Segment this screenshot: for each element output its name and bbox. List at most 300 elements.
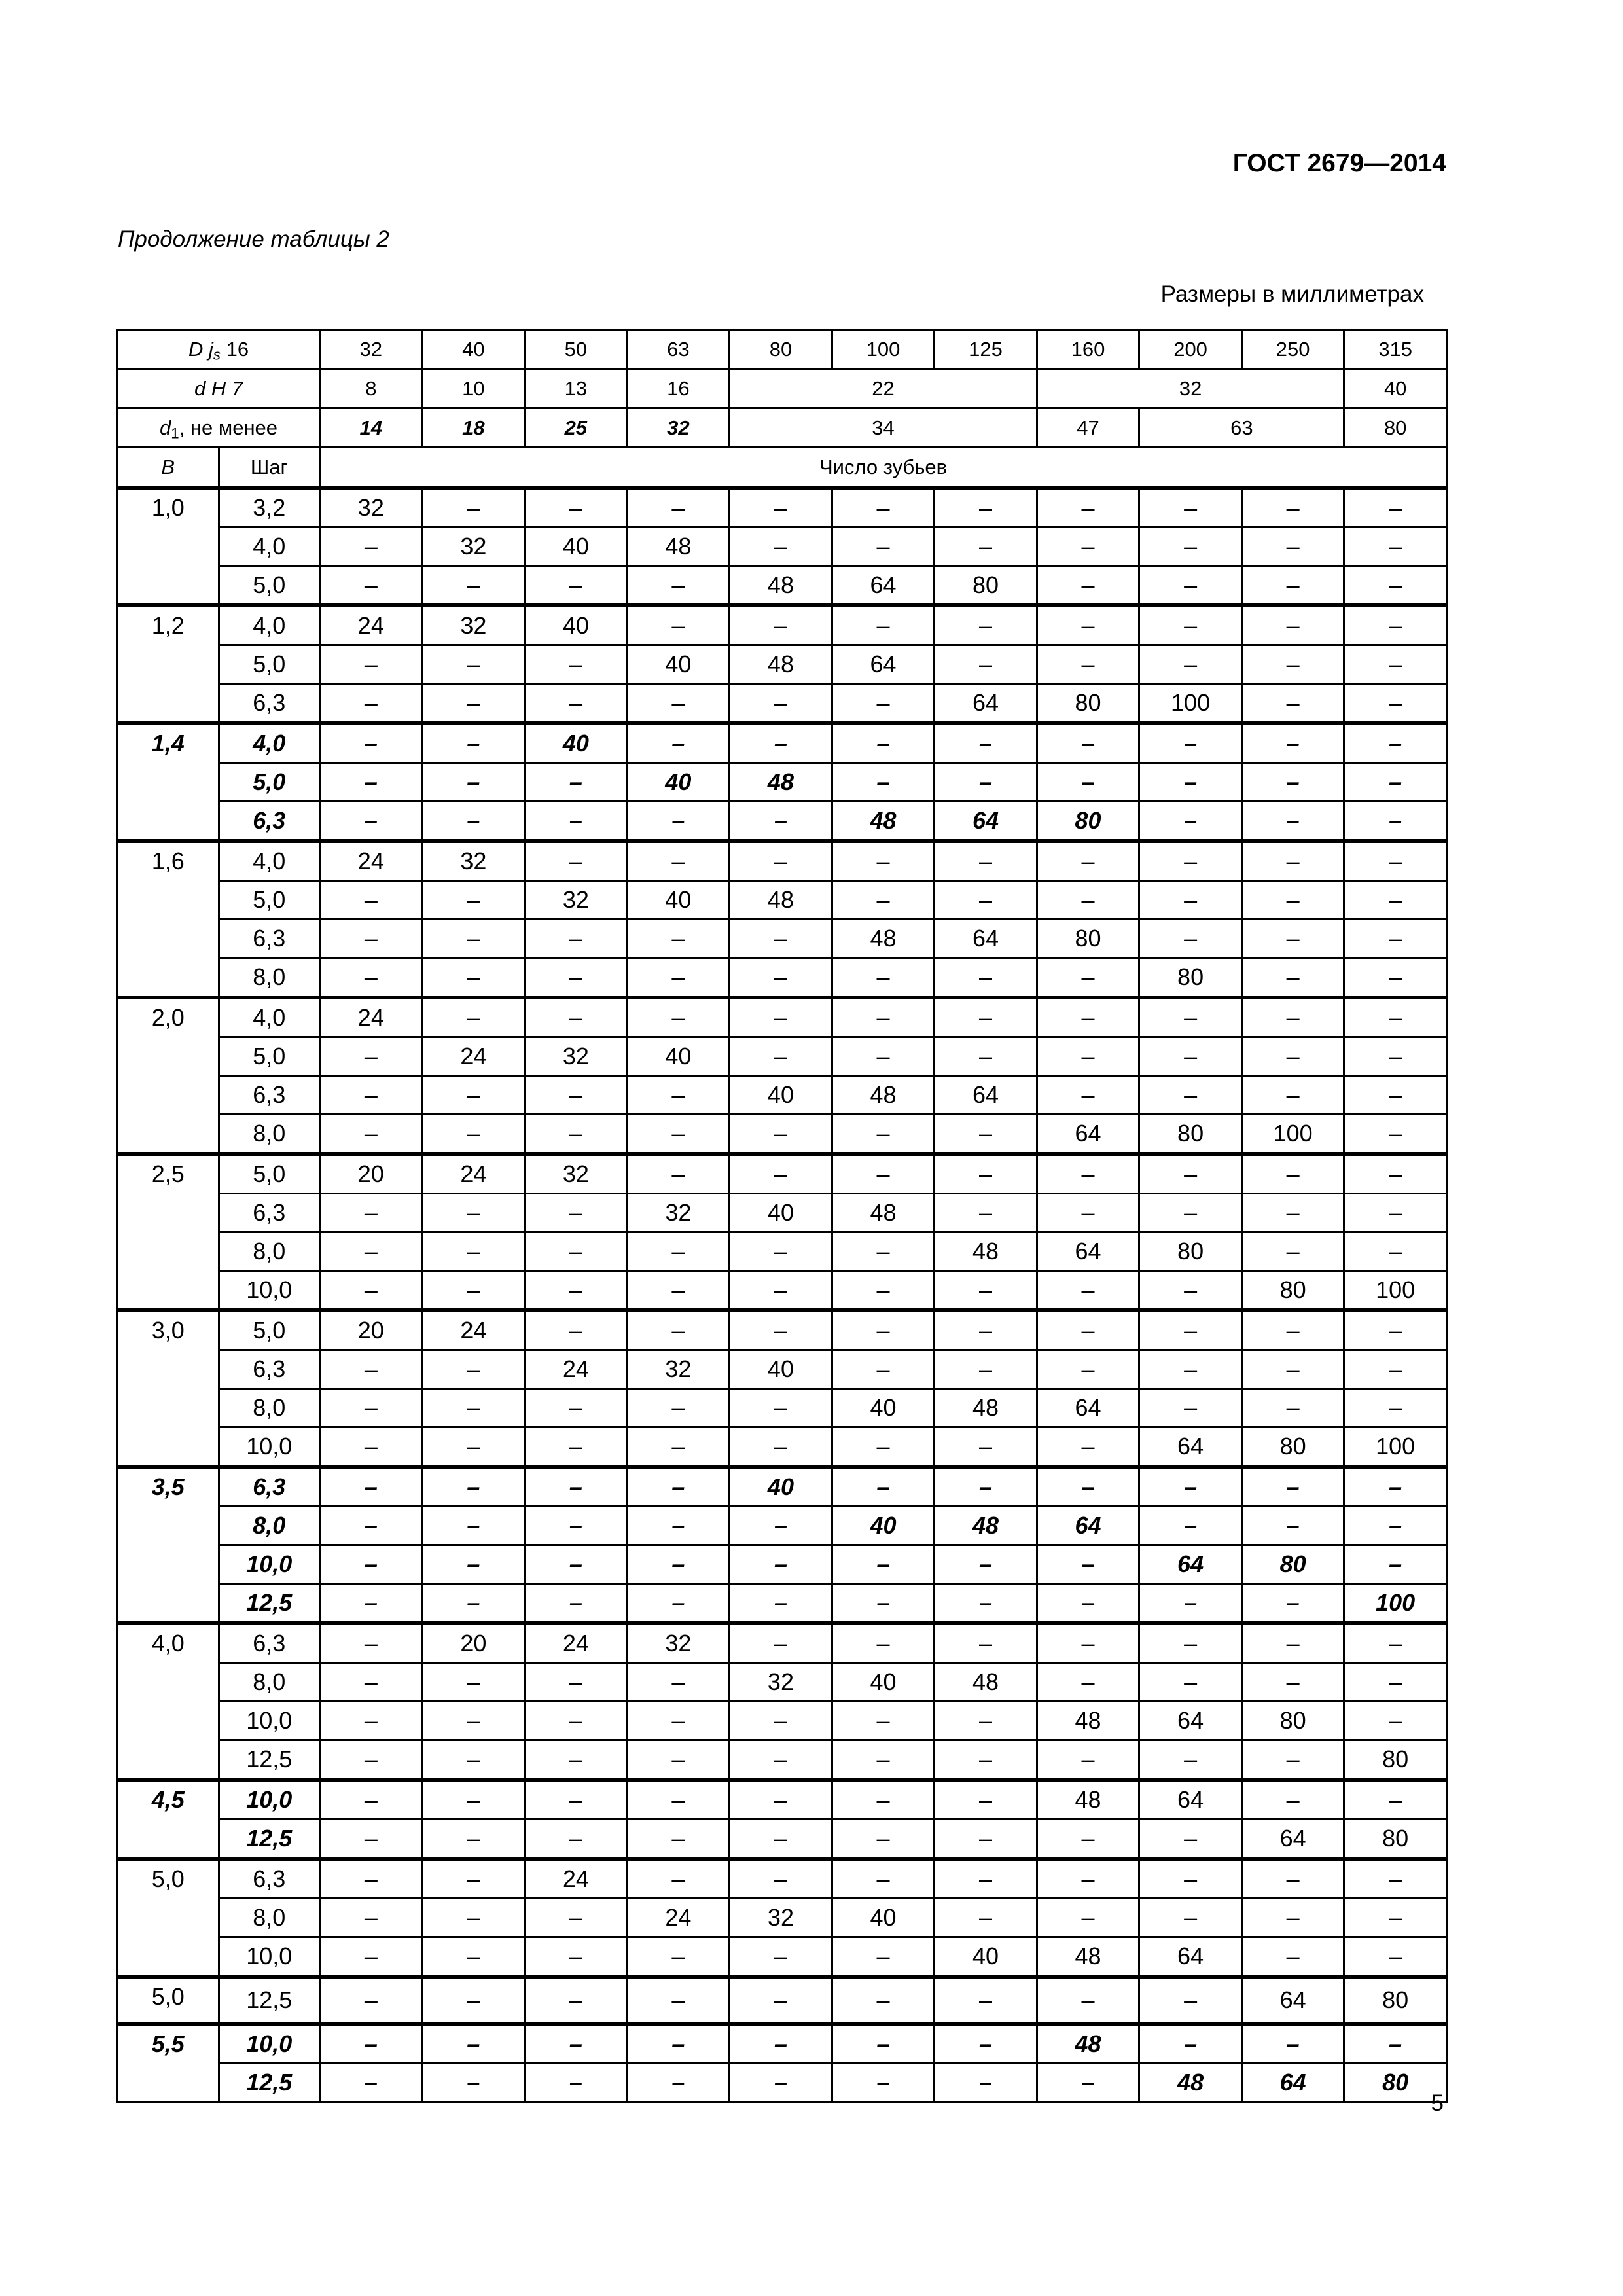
teeth-count-cell: – xyxy=(832,1154,935,1194)
table-row xyxy=(118,684,1447,724)
document-id: ГОСТ 2679—2014 xyxy=(1232,149,1446,177)
teeth-count-cell: – xyxy=(525,1076,628,1115)
teeth-count-cell: – xyxy=(1344,841,1447,881)
teeth-count-cell: 40 xyxy=(525,723,628,763)
header-cell: 13 xyxy=(525,369,628,408)
teeth-count-cell: – xyxy=(1139,1507,1242,1545)
teeth-count-cell: – xyxy=(935,723,1037,763)
header-cell: 63 xyxy=(1139,408,1344,448)
teeth-count-cell: – xyxy=(730,1232,832,1271)
teeth-count-cell: – xyxy=(1344,1350,1447,1389)
teeth-count-cell: – xyxy=(1037,1545,1139,1584)
teeth-count-cell: 64 xyxy=(935,920,1037,958)
teeth-count-cell: 40 xyxy=(730,1467,832,1507)
teeth-count-cell: – xyxy=(320,763,423,802)
header-cell: 32 xyxy=(627,408,730,448)
teeth-count-cell: – xyxy=(730,1859,832,1899)
table-row xyxy=(118,997,1447,1037)
teeth-count-cell: 80 xyxy=(1241,1702,1344,1740)
teeth-count-cell: – xyxy=(627,1076,730,1115)
teeth-count-cell: – xyxy=(730,1507,832,1545)
teeth-count-cell: – xyxy=(1037,1350,1139,1389)
teeth-count-cell: – xyxy=(1241,1740,1344,1780)
teeth-count-cell: – xyxy=(1139,997,1242,1037)
teeth-count-cell: – xyxy=(627,1859,730,1899)
teeth-count-cell: – xyxy=(1241,1194,1344,1232)
step-cell: 12,5 xyxy=(219,1584,320,1624)
teeth-count-cell: – xyxy=(422,1389,525,1427)
teeth-count-cell: – xyxy=(730,1820,832,1859)
teeth-count-cell: – xyxy=(422,1271,525,1311)
teeth-count-cell: – xyxy=(320,1115,423,1155)
teeth-count-cell: – xyxy=(1241,1899,1344,1937)
teeth-count-cell: – xyxy=(627,920,730,958)
table-row xyxy=(118,566,1447,606)
teeth-count-cell: – xyxy=(525,1899,628,1937)
teeth-count-cell: 48 xyxy=(832,802,935,842)
teeth-count-cell: 40 xyxy=(730,1194,832,1232)
teeth-count-cell: – xyxy=(422,1076,525,1115)
teeth-count-cell: 64 xyxy=(1241,1820,1344,1859)
teeth-count-cell: – xyxy=(832,1977,935,2024)
step-cell: 10,0 xyxy=(219,1702,320,1740)
teeth-count-cell: – xyxy=(1344,1899,1447,1937)
teeth-count-cell: – xyxy=(525,1977,628,2024)
header-cell: 16 xyxy=(627,369,730,408)
teeth-count-cell: – xyxy=(320,1977,423,2024)
teeth-count-cell: – xyxy=(832,997,935,1037)
teeth-count-cell: 80 xyxy=(1037,684,1139,724)
teeth-count-cell: – xyxy=(525,802,628,842)
teeth-count-cell: 48 xyxy=(935,1663,1037,1702)
table-row xyxy=(118,1899,1447,1937)
table-row xyxy=(118,605,1447,645)
teeth-count-cell: – xyxy=(525,1663,628,1702)
teeth-count-cell: – xyxy=(422,684,525,724)
step-cell: 8,0 xyxy=(219,1115,320,1155)
table-row xyxy=(118,802,1447,842)
teeth-count-cell: – xyxy=(1241,2024,1344,2064)
teeth-count-cell: – xyxy=(730,1937,832,1977)
table-row xyxy=(118,920,1447,958)
teeth-count-cell: 80 xyxy=(1139,1115,1242,1155)
teeth-count-cell: 32 xyxy=(422,841,525,881)
table-row xyxy=(118,645,1447,684)
teeth-count-cell: – xyxy=(320,1037,423,1076)
width-b-cell: 4,5 xyxy=(118,1780,219,1859)
teeth-count-cell: 20 xyxy=(320,1154,423,1194)
teeth-count-cell: 64 xyxy=(1139,1427,1242,1467)
teeth-count-cell: – xyxy=(1344,1310,1447,1350)
teeth-count-cell: 100 xyxy=(1344,1427,1447,1467)
step-cell: 8,0 xyxy=(219,1663,320,1702)
teeth-count-cell: – xyxy=(320,1467,423,1507)
teeth-count-cell: – xyxy=(935,1820,1037,1859)
teeth-count-cell: – xyxy=(1241,1037,1344,1076)
teeth-count-cell: – xyxy=(1139,1977,1242,2024)
teeth-count-cell: 64 xyxy=(935,684,1037,724)
teeth-count-cell: – xyxy=(1344,1037,1447,1076)
teeth-count-cell: – xyxy=(935,1780,1037,1820)
step-cell: 10,0 xyxy=(219,1780,320,1820)
teeth-count-cell: – xyxy=(1241,723,1344,763)
teeth-count-cell: – xyxy=(627,1271,730,1311)
teeth-count-cell: – xyxy=(935,1740,1037,1780)
teeth-count-cell: – xyxy=(422,2064,525,2102)
teeth-count-cell: 80 xyxy=(935,566,1037,606)
teeth-count-cell: 40 xyxy=(935,1937,1037,1977)
teeth-count-cell: 24 xyxy=(422,1037,525,1076)
teeth-count-cell: – xyxy=(1241,958,1344,998)
teeth-count-cell: – xyxy=(1344,997,1447,1037)
teeth-count-cell: 40 xyxy=(627,645,730,684)
teeth-count-cell: 24 xyxy=(525,1350,628,1389)
teeth-count-cell: 80 xyxy=(1344,1977,1447,2024)
teeth-count-cell: – xyxy=(1037,763,1139,802)
teeth-count-cell: – xyxy=(730,528,832,566)
teeth-count-cell: – xyxy=(730,488,832,528)
step-cell: 6,3 xyxy=(219,920,320,958)
teeth-count-cell: – xyxy=(320,1232,423,1271)
header-cell: 10 xyxy=(422,369,525,408)
teeth-count-cell: – xyxy=(1139,1154,1242,1194)
teeth-count-cell: – xyxy=(1344,1154,1447,1194)
teeth-count-cell: 48 xyxy=(832,1076,935,1115)
width-b-cell: 1,0 xyxy=(118,488,219,605)
step-cell: 10,0 xyxy=(219,1427,320,1467)
teeth-count-cell: – xyxy=(525,1194,628,1232)
teeth-count-cell: 24 xyxy=(525,1859,628,1899)
teeth-count-cell: – xyxy=(627,1977,730,2024)
header-cell: 18 xyxy=(422,408,525,448)
teeth-count-cell: 48 xyxy=(935,1507,1037,1545)
teeth-count-cell: – xyxy=(320,958,423,998)
teeth-count-cell: 100 xyxy=(1241,1115,1344,1155)
teeth-count-cell: – xyxy=(832,1740,935,1780)
teeth-count-cell: – xyxy=(422,997,525,1037)
width-b-cell: 5,0 xyxy=(118,1859,219,1977)
teeth-count-cell: – xyxy=(1241,1310,1344,1350)
teeth-count-cell: – xyxy=(320,1194,423,1232)
teeth-count-cell: 40 xyxy=(627,763,730,802)
step-cell: 8,0 xyxy=(219,1899,320,1937)
teeth-count-cell: – xyxy=(935,1154,1037,1194)
teeth-count-cell: – xyxy=(730,723,832,763)
teeth-count-cell: – xyxy=(832,1780,935,1820)
teeth-count-cell: – xyxy=(1037,528,1139,566)
teeth-count-cell: – xyxy=(832,958,935,998)
teeth-count-cell: – xyxy=(1139,1310,1242,1350)
units-note: Размеры в миллиметрах xyxy=(1160,281,1424,307)
width-b-cell: 3,0 xyxy=(118,1310,219,1467)
header-cell: 47 xyxy=(1037,408,1139,448)
bore-diameter-label: d H 7 xyxy=(118,369,320,408)
teeth-count-cell: 32 xyxy=(525,1154,628,1194)
teeth-count-cell: – xyxy=(627,1584,730,1624)
teeth-count-cell: – xyxy=(1241,528,1344,566)
teeth-count-cell: 20 xyxy=(320,1310,423,1350)
teeth-count-cell: – xyxy=(1241,488,1344,528)
teeth-count-cell: – xyxy=(1241,802,1344,842)
teeth-count-cell: 48 xyxy=(627,528,730,566)
outer-diameter-label: D $j_s$ 16 xyxy=(118,330,320,369)
teeth-count-table xyxy=(116,329,1448,2103)
teeth-count-cell: – xyxy=(1344,1232,1447,1271)
teeth-count-cell: – xyxy=(1344,1663,1447,1702)
table-row xyxy=(118,1271,1447,1311)
teeth-count-cell: 64 xyxy=(1139,1780,1242,1820)
teeth-count-cell: – xyxy=(1344,920,1447,958)
width-b-cell: 1,4 xyxy=(118,723,219,841)
teeth-count-cell: – xyxy=(1344,1937,1447,1977)
teeth-count-cell: – xyxy=(422,1545,525,1584)
step-cell: 8,0 xyxy=(219,958,320,998)
teeth-count-cell: – xyxy=(832,763,935,802)
header-cell: 40 xyxy=(1344,369,1447,408)
teeth-count-cell: – xyxy=(935,1271,1037,1311)
table-row xyxy=(118,1937,1447,1977)
teeth-count-cell: 32 xyxy=(730,1663,832,1702)
teeth-count-cell: – xyxy=(627,1467,730,1507)
teeth-count-cell: – xyxy=(627,1740,730,1780)
teeth-count-cell: – xyxy=(935,881,1037,920)
teeth-count-cell: – xyxy=(1037,1859,1139,1899)
teeth-count-cell: 24 xyxy=(320,997,423,1037)
table-row xyxy=(118,1467,1447,1507)
teeth-count-cell: – xyxy=(422,920,525,958)
teeth-count-cell: – xyxy=(1139,1194,1242,1232)
teeth-count-cell: 100 xyxy=(1344,1584,1447,1624)
teeth-count-cell: – xyxy=(832,605,935,645)
teeth-count-cell: – xyxy=(1344,802,1447,842)
page-number: 5 xyxy=(1431,2090,1444,2116)
teeth-count-cell: – xyxy=(320,2024,423,2064)
teeth-count-cell: – xyxy=(320,1350,423,1389)
teeth-count-cell: – xyxy=(1037,1820,1139,1859)
teeth-count-cell: – xyxy=(627,723,730,763)
header-cell: 315 xyxy=(1344,330,1447,369)
teeth-count-cell: – xyxy=(1139,1623,1242,1663)
teeth-count-cell: 32 xyxy=(525,1037,628,1076)
teeth-count-cell: – xyxy=(832,2024,935,2064)
table-row xyxy=(118,1780,1447,1820)
teeth-count-cell: – xyxy=(1139,1584,1242,1624)
teeth-count-cell: – xyxy=(730,1623,832,1663)
teeth-count-cell: – xyxy=(627,1389,730,1427)
teeth-count-cell: – xyxy=(1037,1427,1139,1467)
teeth-count-cell: – xyxy=(320,1507,423,1545)
teeth-count-cell: – xyxy=(422,1507,525,1545)
teeth-count-cell: 80 xyxy=(1139,1232,1242,1271)
table-row xyxy=(118,763,1447,802)
teeth-count-cell: – xyxy=(730,997,832,1037)
teeth-count-cell: – xyxy=(422,1427,525,1467)
teeth-count-cell: – xyxy=(1037,1740,1139,1780)
table-row xyxy=(118,1350,1447,1389)
teeth-count-cell: – xyxy=(525,1310,628,1350)
teeth-count-cell: – xyxy=(1241,605,1344,645)
teeth-count-cell: 40 xyxy=(627,1037,730,1076)
teeth-count-cell: – xyxy=(1139,1663,1242,1702)
table-row xyxy=(118,1389,1447,1427)
teeth-count-cell: – xyxy=(935,958,1037,998)
teeth-count-cell: – xyxy=(525,1820,628,1859)
teeth-count-cell: – xyxy=(525,1232,628,1271)
teeth-count-cell: 64 xyxy=(935,802,1037,842)
teeth-count-cell: – xyxy=(1037,1037,1139,1076)
teeth-count-cell: – xyxy=(422,1702,525,1740)
teeth-count-cell: – xyxy=(320,1899,423,1937)
teeth-count-cell: – xyxy=(422,1663,525,1702)
teeth-count-cell: – xyxy=(627,566,730,606)
teeth-count-cell: – xyxy=(1037,1623,1139,1663)
table-row xyxy=(118,1623,1447,1663)
teeth-count-cell: 40 xyxy=(832,1663,935,1702)
teeth-count-cell: 64 xyxy=(1037,1232,1139,1271)
teeth-count-cell: – xyxy=(832,1584,935,1624)
teeth-count-cell: – xyxy=(935,1977,1037,2024)
header-cell: 34 xyxy=(730,408,1037,448)
teeth-count-cell: – xyxy=(525,997,628,1037)
header-cell: 40 xyxy=(422,330,525,369)
width-b-cell: 2,5 xyxy=(118,1154,219,1310)
teeth-count-cell: 64 xyxy=(1037,1507,1139,1545)
step-cell: 10,0 xyxy=(219,1937,320,1977)
teeth-count-cell: – xyxy=(1344,1076,1447,1115)
teeth-count-cell: – xyxy=(320,566,423,606)
step-cell: 10,0 xyxy=(219,2024,320,2064)
teeth-count-cell: – xyxy=(1139,1389,1242,1427)
teeth-count-cell: – xyxy=(1241,566,1344,606)
teeth-count-cell: – xyxy=(1037,1271,1139,1311)
teeth-count-cell: – xyxy=(1037,958,1139,998)
step-cell: 5,0 xyxy=(219,1310,320,1350)
teeth-count-cell: 40 xyxy=(730,1350,832,1389)
step-cell: 10,0 xyxy=(219,1545,320,1584)
teeth-count-cell: – xyxy=(1241,1663,1344,1702)
teeth-count-cell: – xyxy=(1241,1389,1344,1427)
teeth-count-cell: – xyxy=(730,1115,832,1155)
teeth-count-cell: – xyxy=(320,723,423,763)
teeth-count-cell: 80 xyxy=(1241,1545,1344,1584)
teeth-count-cell: – xyxy=(525,1702,628,1740)
teeth-count-cell: 48 xyxy=(1037,1937,1139,1977)
teeth-count-cell: – xyxy=(730,1584,832,1624)
teeth-count-cell: – xyxy=(832,1037,935,1076)
teeth-count-cell: – xyxy=(320,1389,423,1427)
teeth-count-cell: 80 xyxy=(1344,1820,1447,1859)
teeth-count-cell: – xyxy=(422,1977,525,2024)
teeth-count-cell: – xyxy=(320,1427,423,1467)
teeth-count-cell: – xyxy=(1344,763,1447,802)
header-cell: 32 xyxy=(1037,369,1344,408)
teeth-count-cell: – xyxy=(422,645,525,684)
teeth-count-cell: – xyxy=(935,763,1037,802)
teeth-count-cell: 64 xyxy=(1139,1545,1242,1584)
table-row xyxy=(118,2024,1447,2064)
teeth-count-cell: – xyxy=(627,997,730,1037)
teeth-count-cell: – xyxy=(320,881,423,920)
teeth-count-cell: – xyxy=(1241,1859,1344,1899)
teeth-count-cell: – xyxy=(1139,1350,1242,1389)
width-b-cell: 1,6 xyxy=(118,841,219,997)
teeth-count-cell: 64 xyxy=(935,1076,1037,1115)
teeth-count-cell: 80 xyxy=(1344,1740,1447,1780)
teeth-count-cell: – xyxy=(935,1584,1037,1624)
teeth-count-cell: 64 xyxy=(832,645,935,684)
teeth-count-cell: – xyxy=(935,1545,1037,1584)
teeth-count-cell: – xyxy=(627,1545,730,1584)
teeth-count-cell: – xyxy=(730,1702,832,1740)
step-cell: 12,5 xyxy=(219,2064,320,2102)
teeth-count-cell: – xyxy=(1241,881,1344,920)
teeth-count-cell: – xyxy=(1344,723,1447,763)
teeth-count-cell: 24 xyxy=(320,605,423,645)
teeth-count-cell: – xyxy=(935,1623,1037,1663)
teeth-count-cell: – xyxy=(1344,2024,1447,2064)
table-row xyxy=(118,528,1447,566)
width-b-cell: 2,0 xyxy=(118,997,219,1154)
teeth-count-cell: – xyxy=(730,2024,832,2064)
table-row xyxy=(118,841,1447,881)
teeth-count-cell: – xyxy=(422,1859,525,1899)
teeth-count-cell: – xyxy=(730,1780,832,1820)
step-cell: 12,5 xyxy=(219,1977,320,2024)
teeth-count-cell: 32 xyxy=(422,528,525,566)
teeth-count-cell: 64 xyxy=(1241,2064,1344,2102)
teeth-count-cell: – xyxy=(627,958,730,998)
teeth-count-cell: – xyxy=(525,763,628,802)
teeth-count-cell: – xyxy=(832,1545,935,1584)
teeth-count-cell: – xyxy=(1344,1859,1447,1899)
table-row xyxy=(118,1154,1447,1194)
teeth-count-cell: 40 xyxy=(832,1389,935,1427)
teeth-count-cell: – xyxy=(832,841,935,881)
table-row xyxy=(118,1232,1447,1271)
teeth-count-header: Число зубьев xyxy=(320,448,1447,488)
teeth-count-cell: – xyxy=(422,1937,525,1977)
teeth-count-cell: – xyxy=(320,1820,423,1859)
teeth-count-cell: 40 xyxy=(832,1507,935,1545)
min-diameter-label: $d_1$, не менее xyxy=(118,408,320,448)
teeth-count-cell: – xyxy=(1241,1507,1344,1545)
teeth-count-cell: – xyxy=(1037,1663,1139,1702)
teeth-count-cell: – xyxy=(935,528,1037,566)
teeth-count-cell: – xyxy=(1241,920,1344,958)
teeth-count-cell: – xyxy=(422,1780,525,1820)
teeth-count-cell: – xyxy=(1344,1467,1447,1507)
table-row xyxy=(118,1076,1447,1115)
step-cell: 12,5 xyxy=(219,1740,320,1780)
teeth-count-cell: – xyxy=(320,645,423,684)
teeth-count-cell: – xyxy=(730,2064,832,2102)
teeth-count-cell: – xyxy=(1344,1780,1447,1820)
teeth-count-cell: – xyxy=(935,1350,1037,1389)
teeth-count-cell: 24 xyxy=(320,841,423,881)
teeth-count-cell: 64 xyxy=(832,566,935,606)
table-row xyxy=(118,881,1447,920)
teeth-count-cell: – xyxy=(832,528,935,566)
teeth-count-cell: – xyxy=(1241,1467,1344,1507)
teeth-count-cell: – xyxy=(1241,1780,1344,1820)
teeth-count-cell: – xyxy=(935,605,1037,645)
step-cell: 6,3 xyxy=(219,1467,320,1507)
teeth-count-cell: – xyxy=(935,488,1037,528)
teeth-count-cell: – xyxy=(320,1623,423,1663)
teeth-count-cell: 40 xyxy=(525,605,628,645)
header-row-min-diameter xyxy=(118,408,1447,448)
teeth-count-cell: – xyxy=(935,1859,1037,1899)
